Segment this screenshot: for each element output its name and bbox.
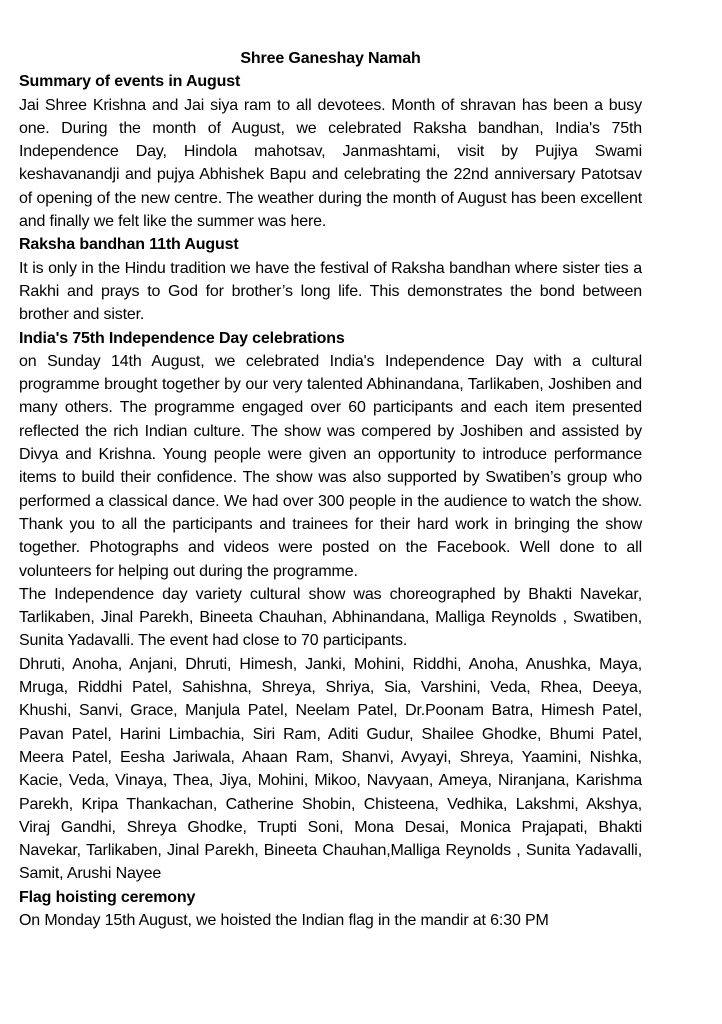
choreography-paragraph: The Independence day variety cultural show was choreographed by Bhakti Navekar, Tarlikaben, Jinal Parekh, Bineeta Chauhan, Abhinandana, Malliga Reynolds , Swatiben, Sunita Yadavalli. The event had close to 70 participants. bbox=[19, 585, 642, 650]
raksha-bandhan-paragraph: It is only in the Hindu tradition we have the festival of Raksha bandhan where sister ties a Rakhi and prays to God for brother’s long life. This demonstrates the bond between brother and sister. bbox=[19, 259, 642, 324]
section-heading-summary: Summary of events in August bbox=[19, 73, 241, 91]
page-title: Shree Ganeshay Namah bbox=[240, 50, 421, 67]
independence-day-paragraph: on Sunday 14th August, we celebrated India's Independence Day with a cultural programme brought together by our very talented Abhinandana, Tarlikaben, Joshiben and many others. The programme engaged over 60 participants and each item presented reflected the rich Indian culture. The show was compered by Joshiben and assisted by Divya and Krishna. Young people were given an opportunity to introduce performance items to build their confidence. The show was also supported by Swatiben’s group who performed a classical dance. We had over 300 people in the audience to watch the show. Thank you to all the participants and trainees for their hard work in bringing the show together. Photographs and videos were posted on the Facebook. Well done to all volunteers for helping out during the programme. bbox=[19, 352, 642, 580]
flag-hoisting-paragraph: On Monday 15th August, we hoisted the Indian flag in the mandir at 6:30 PM bbox=[19, 911, 549, 929]
section-heading-flag-hoisting: Flag hoisting ceremony bbox=[19, 888, 196, 906]
section-heading-raksha-bandhan: Raksha bandhan 11th August bbox=[19, 236, 239, 254]
section-heading-independence-day: India's 75th Independence Day celebrations bbox=[19, 329, 345, 347]
document-page bbox=[19, 47, 642, 932]
participants-list: Dhruti, Anoha, Anjani, Dhruti, Himesh, Janki, Mohini, Riddhi, Anoha, Anushka, Maya, Mruga, Riddhi Patel, Sahishna, Shreya, Shriya, Sia, Varshini, Veda, Rhea, Deeya, Khushi, Sanvi, Grace, Manjula Patel, Neelam Patel, Dr.Poonam Batra, Himesh Patel, Pavan Patel, Harini Limbachia, Siri Ram, Aditi Gudur, Shailee Ghodke, Bhumi Patel, Meera Patel, Eesha Jariwala, Ahaan Ram, Shanvi, Avyayi, Shreya, Yaamini, Nishka, Kacie, Veda, Vinaya, Thea, Jiya, Mohini, Mikoo, Navyaan, Ameya, Niranjana, Karishma Parekh, Kripa Thankachan, Catherine Shobin, Chisteena, Vedhika, Lakshmi, Akshya, Viraj Gandhi, Shreya Ghodke, Trupti Soni, Mona Desai, Monica Prajapati, Bhakti Navekar, Tarlikaben, Jinal Parekh, Bineeta Chauhan,Malliga Reynolds , Sunita Yadavalli, Samit, Arushi Nayee bbox=[19, 655, 642, 883]
summary-paragraph: Jai Shree Krishna and Jai siya ram to all devotees. Month of shravan has been a busy one. During the month of August, we celebrated Raksha bandhan, India's 75th Independence Day, Hindola mahotsav, Janmashtami, visit by Pujiya Swami keshavanandji and pujya Abhishek Bapu and celebrating the 22nd anniversary Patotsav of opening of the new centre. The weather during the month of August has been excellent and finally we felt like the summer was here. bbox=[19, 96, 642, 231]
